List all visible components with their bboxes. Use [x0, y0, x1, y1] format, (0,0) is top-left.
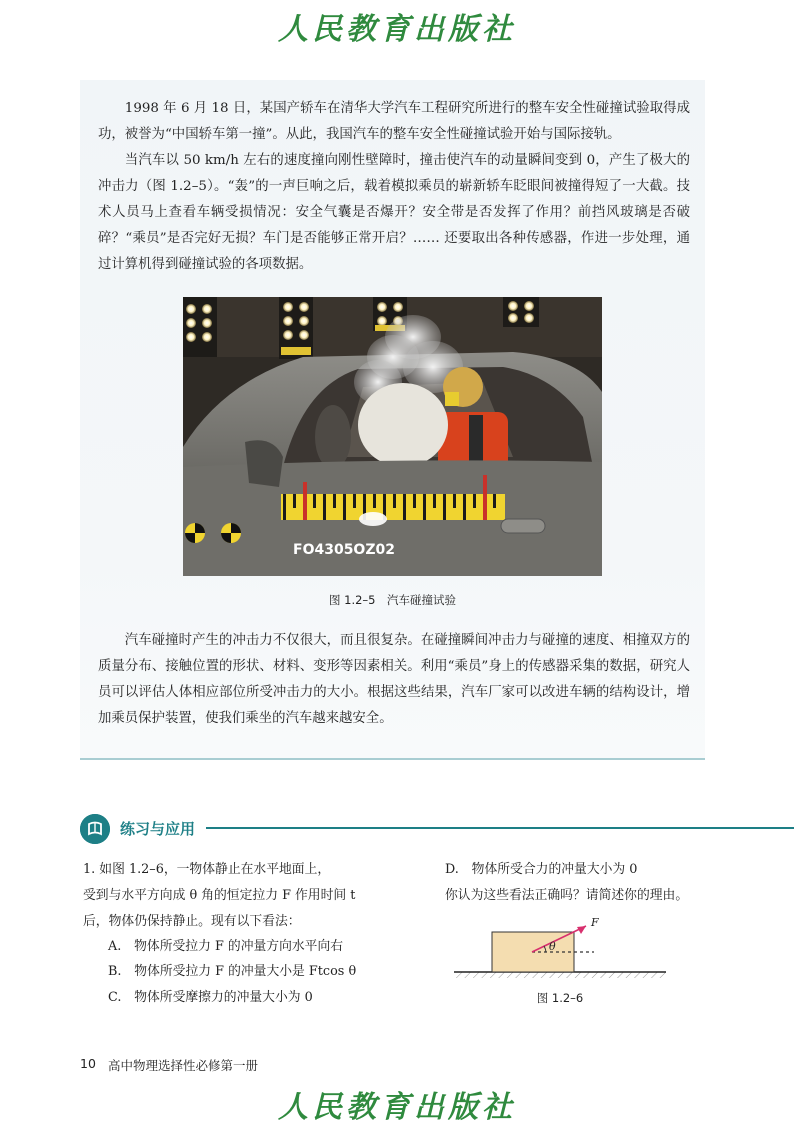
option-a: A. 物体所受拉力 F 的冲量方向水平向右 — [108, 939, 344, 954]
steering-wheel — [315, 405, 351, 469]
exercise-icon — [80, 814, 110, 844]
crash-test-photo — [183, 297, 602, 576]
airbag — [358, 383, 448, 467]
figure-caption-1-2-6: 图 1.2–6 — [536, 991, 584, 1005]
vehicle-plate: FO4305OZ02 — [293, 542, 395, 558]
exercise-divider — [206, 827, 794, 829]
light-rack-4 — [503, 297, 539, 327]
light-rack-1 — [183, 297, 217, 357]
page-number: 10 — [80, 1056, 96, 1071]
q1-line-2: 受到与水平方向成 θ 角的恒定拉力 F 作用时间 t — [83, 888, 356, 903]
figure-1-2-6-diagram — [450, 916, 670, 978]
force-label: F — [591, 916, 599, 929]
publisher-logo-top: 人民教育出版社 — [278, 12, 516, 47]
theta-label: θ — [549, 940, 556, 953]
paragraph-3: 汽车碰撞时产生的冲击力不仅很大，而且很复杂。在碰撞瞬间冲击力与碰撞的速度、相撞双方的质量分布、接触位置的形状、材料、变形等因素相关。利用“乘员”身上的传感器采集的数据，研究人员可以评估人体相应部位所受冲击力的大小。根据这些结果，汽车厂家可以改进车辆的结构设计，增加乘员保护装置，使我们乘坐的汽车越来越安全。 — [98, 633, 690, 726]
exercise-title: 练习与应用 — [120, 820, 196, 838]
reading-box — [80, 80, 705, 760]
crash-test-illustration — [183, 297, 602, 576]
light-rack-2 — [279, 297, 313, 359]
publisher-logo-bottom: 人民教育出版社 — [278, 1090, 516, 1125]
option-d: D. 物体所受合力的冲量大小为 0 — [445, 862, 638, 877]
door-handle — [501, 519, 545, 533]
paragraph-2: 当汽车以 50 km/h 左右的速度撞向刚性壁障时，撞击使汽车的动量瞬间变到 0，产生了极大的冲击力（图 1.2–5）。“轰”的一声巨响之后，载着模拟乘员的崭新轿车眨眼间被撞得短了一大截。技术人员马上查看车辆受损情况：安全气囊是否爆开？安全带是否发挥了作用？前挡风玻璃是否破碎？“乘员”是否完好无损？车门是否能够正常开启？…… 还要取出各种传感器，作进一步处理，通过计算机得到碰撞试验的各项数据。 — [98, 153, 690, 272]
question-prompt: 你认为这些看法正确吗？请简述你的理由。 — [445, 888, 689, 903]
target-marker-1 — [185, 523, 205, 543]
figure-caption-1-2-5: 图 1.2–5 汽车碰撞试验 — [328, 593, 456, 607]
book-title: 高中物理选择性必修第一册 — [108, 1058, 259, 1073]
target-marker-2 — [221, 523, 241, 543]
q1-line-1: 1. 如图 1.2–6，一物体静止在水平地面上， — [83, 862, 331, 877]
option-c: C. 物体所受摩擦力的冲量大小为 0 — [108, 990, 313, 1005]
q1-line-3: 后，物体仍保持静止。现有以下看法： — [83, 914, 301, 929]
paragraph-1: 1998 年 6 月 18 日，某国产轿车在清华大学汽车工程研究所进行的整车安全性碰撞试验取得成功，被誉为“中国轿车第一撞”。从此，我国汽车的整车安全性碰撞试验开始与国际接轨。 — [98, 101, 690, 142]
option-b: B. 物体所受拉力 F 的冲量大小是 Ftcos θ — [108, 964, 357, 979]
